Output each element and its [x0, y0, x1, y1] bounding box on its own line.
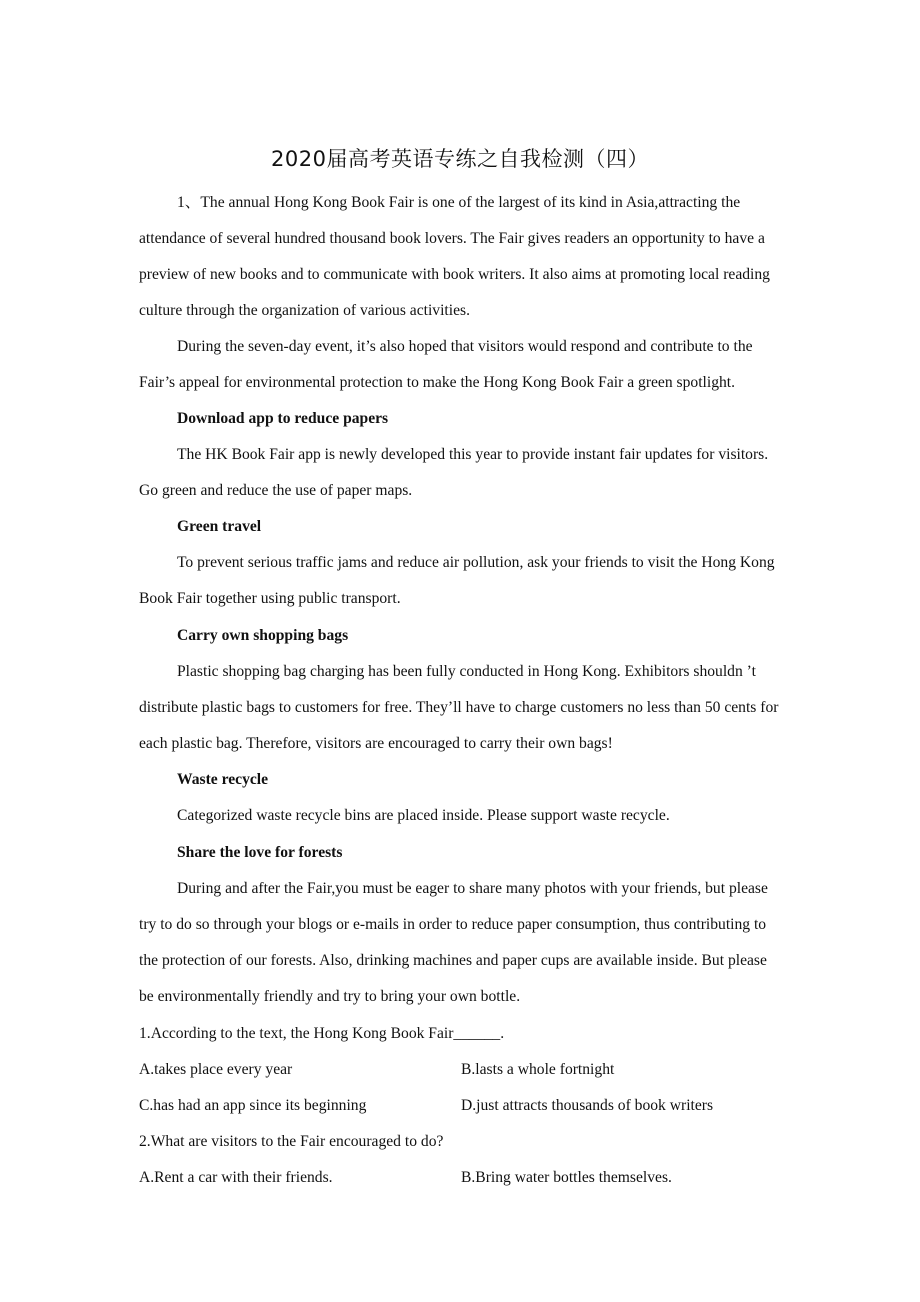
page-title: 2020届高考英语专练之自我检测（四）	[271, 147, 649, 171]
intro-paragraph: 1、The annual Hong Kong Book Fair is one of the largest of its kind in Asia,attracting the attendance of several hundred thousand book lovers. The Fair gives readers an opportunity to have a preview of new books and to communicate with book writers. It also aims at promoting local reading culture through the organization of various activities.	[139, 194, 770, 320]
waste-paragraph: Categorized waste recycle bins are placed inside. Please support waste recycle.	[177, 807, 670, 824]
question-1-option-d: D.just attracts thousands of book writers	[461, 1097, 714, 1114]
app-paragraph: The HK Book Fair app is newly developed this year to provide instant fair updates for visitors. Go green and reduce the use of paper maps.	[139, 446, 769, 500]
app-heading: Download app to reduce papers	[177, 410, 389, 427]
forest-paragraph: During and after the Fair,you must be eager to share many photos with your friends, but please try to do so through your blogs or e-mails in order to reduce paper consumption, thus contributing to the protection of our forests. Also, drinking machines and paper cups are available inside. But please be environmentally friendly and try to bring your own bottle.	[139, 880, 768, 1006]
question-1-option-c: C.has had an app since its beginning	[139, 1097, 367, 1114]
travel-heading: Green travel	[177, 518, 262, 535]
question-2-option-a: A.Rent a car with their friends.	[139, 1169, 333, 1186]
travel-paragraph: To prevent serious traffic jams and reduce air pollution, ask your friends to visit the Hong Kong Book Fair together using public transport.	[139, 554, 775, 608]
bags-paragraph: Plastic shopping bag charging has been fully conducted in Hong Kong. Exhibitors shouldn ’t distribute plastic bags to customers for free. They’ll have to charge customers no less than 50 cents for each plastic bag. Therefore, visitors are encouraged to carry their own bags!	[139, 663, 779, 753]
question-1-option-a: A.takes place every year	[139, 1061, 293, 1078]
question-1-option-b: B.lasts a whole fortnight	[461, 1061, 615, 1078]
bags-heading: Carry own shopping bags	[177, 627, 349, 644]
question-1-stem: 1.According to the text, the Hong Kong Book Fair______.	[139, 1025, 505, 1042]
question-2-option-b: B.Bring water bottles themselves.	[461, 1169, 672, 1186]
forest-heading: Share the love for forests	[177, 844, 343, 861]
waste-heading: Waste recycle	[177, 771, 269, 788]
event-paragraph: During the seven-day event, it’s also hoped that visitors would respond and contribute to the Fair’s appeal for environmental protection to make the Hong Kong Book Fair a green spotlight.	[139, 338, 753, 392]
question-2-stem: 2.What are visitors to the Fair encouraged to do?	[139, 1133, 444, 1150]
